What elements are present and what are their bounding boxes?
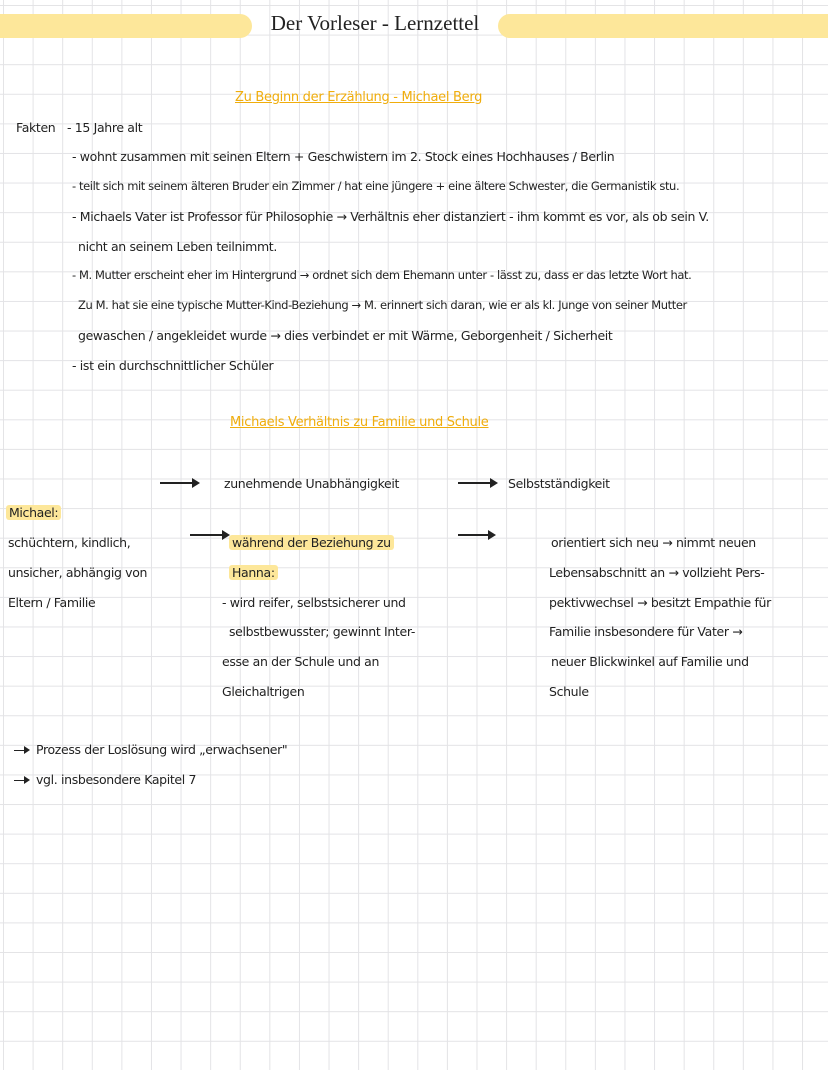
fact-line: - 15 Jahre alt bbox=[67, 120, 143, 135]
col3-line: neuer Blickwinkel auf Familie und bbox=[551, 654, 749, 669]
arrow-right-icon bbox=[14, 746, 30, 756]
col2-line: esse an der Schule und an bbox=[222, 654, 380, 669]
arrow-right-icon bbox=[160, 477, 200, 489]
conclusion-item bbox=[14, 772, 196, 787]
arrow-right-icon bbox=[14, 776, 30, 786]
fact-line: nicht an seinem Leben teilnimmt. bbox=[78, 239, 277, 254]
title-highlight-left bbox=[0, 14, 252, 38]
col1-line: Eltern / Familie bbox=[8, 595, 96, 610]
michael-label: Michael: bbox=[6, 505, 61, 520]
facts-label: Fakten bbox=[16, 120, 56, 135]
page-title: Der Vorleser - Lernzettel bbox=[270, 11, 480, 35]
fact-line: gewaschen / angekleidet wurde → dies verbindet er mit Wärme, Geborgenheit / Sicherheit bbox=[78, 328, 613, 343]
col3-line: pektivwechsel → besitzt Empathie für bbox=[549, 595, 771, 610]
section1-heading: Zu Beginn der Erzählung - Michael Berg bbox=[235, 90, 483, 105]
arrow-right-icon bbox=[458, 477, 498, 489]
arrow-right-icon bbox=[190, 529, 230, 541]
col1-line: schüchtern, kindlich, bbox=[8, 535, 131, 550]
conclusion-item bbox=[14, 742, 287, 757]
section2-heading: Michaels Verhältnis zu Familie und Schule bbox=[230, 415, 489, 430]
col3-line: Familie insbesondere für Vater → bbox=[549, 624, 743, 639]
fact-line: - ist ein durchschnittlicher Schüler bbox=[72, 358, 274, 373]
col3-line: Schule bbox=[549, 684, 589, 699]
title-highlight-right bbox=[498, 14, 828, 38]
arrow-right-icon bbox=[458, 529, 496, 541]
col3-line: orientiert sich neu → nimmt neuen bbox=[551, 535, 756, 550]
col2-line: selbstbewusster; gewinnt Inter- bbox=[229, 624, 415, 639]
conclusion-text: vgl. insbesondere Kapitel 7 bbox=[36, 772, 197, 787]
fact-line: Zu M. hat sie eine typische Mutter-Kind-Beziehung → M. erinnert sich daran, wie er als kl. Junge von seiner Mutter bbox=[78, 298, 687, 312]
fact-line: - M. Mutter erscheint eher im Hintergrund → ordnet sich dem Ehemann unter - lässt zu, dass er das letzte Wort hat. bbox=[72, 268, 692, 282]
flow-step-self-reliance: Selbstständigkeit bbox=[508, 476, 610, 491]
col2-heading: während der Beziehung zu bbox=[229, 535, 394, 550]
fact-line: - teilt sich mit seinem älteren Bruder ein Zimmer / hat eine jüngere + eine ältere Schwester, die Germanistik stu. bbox=[72, 179, 680, 193]
conclusion-text: Prozess der Loslösung wird „erwachsener" bbox=[36, 742, 288, 757]
fact-line: - wohnt zusammen mit seinen Eltern + Geschwistern im 2. Stock eines Hochhauses / Berlin bbox=[72, 149, 615, 164]
col2-line: Gleichaltrigen bbox=[222, 684, 305, 699]
col1-line: unsicher, abhängig von bbox=[8, 565, 148, 580]
fact-line: - Michaels Vater ist Professor für Philosophie → Verhältnis eher distanziert - ihm kommt es vor, als ob sein V. bbox=[72, 209, 709, 224]
col2-heading-name: Hanna: bbox=[229, 565, 278, 580]
col2-line: - wird reifer, selbstsicherer und bbox=[222, 595, 406, 610]
flow-step-independence: zunehmende Unabhängigkeit bbox=[224, 476, 400, 491]
col3-line: Lebensabschnitt an → vollzieht Pers- bbox=[549, 565, 765, 580]
